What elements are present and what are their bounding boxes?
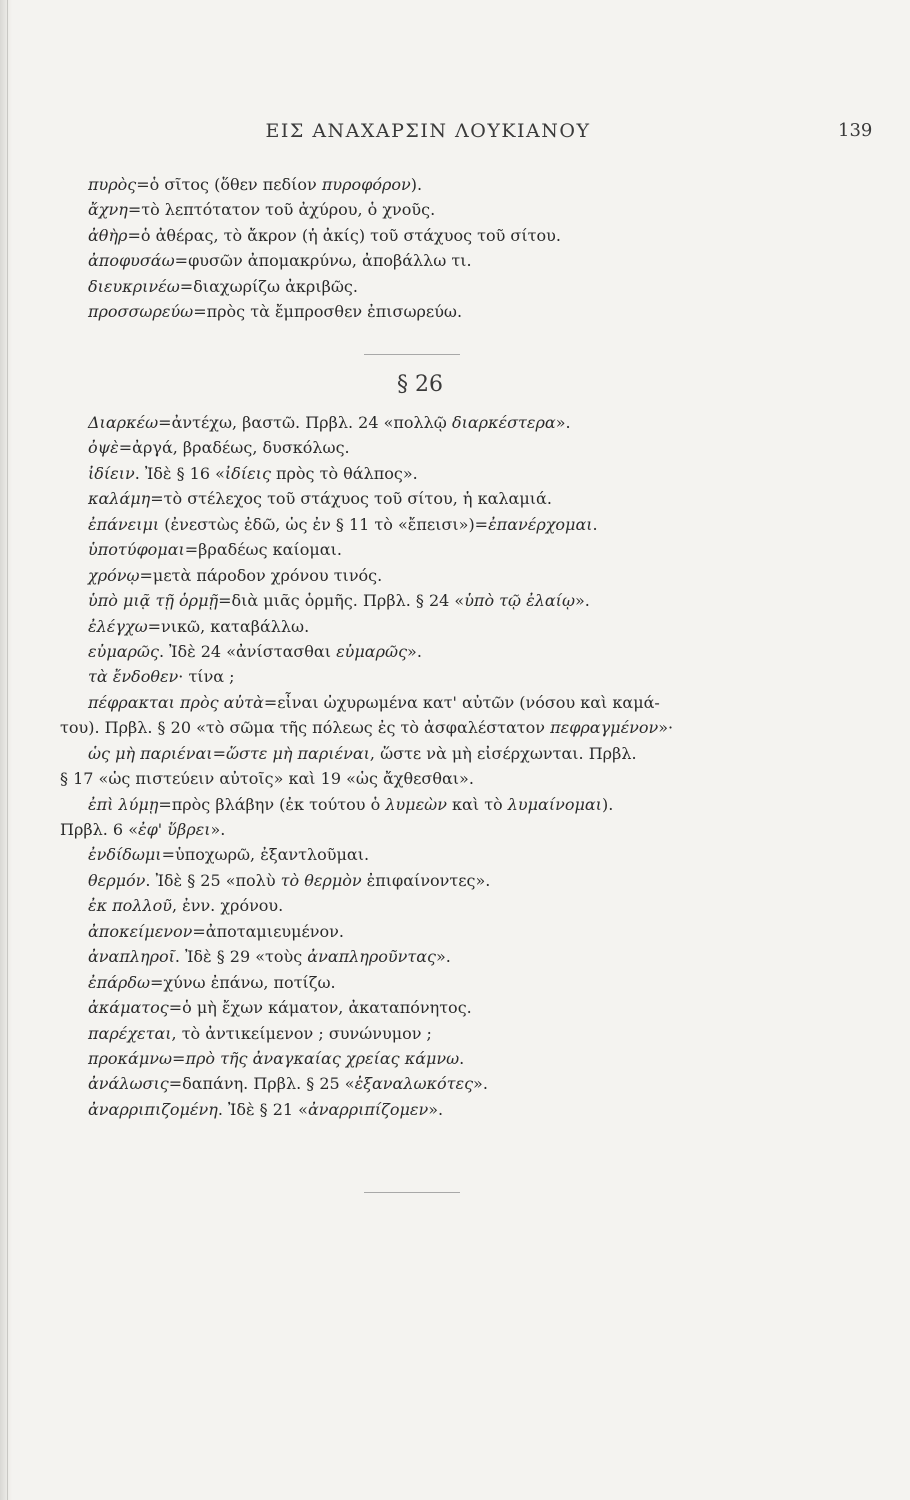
glossary-term: πυροφόρον	[321, 175, 411, 194]
glossary-line	[60, 486, 820, 511]
glossary-line	[60, 766, 820, 791]
glossary-term: παρέχεται	[88, 1023, 172, 1043]
glossary-text: =φυσῶν ἀπομακρύνω, ἀποβάλλω τι.	[174, 251, 472, 271]
glossary-term: ὥστε μὴ παριέναι	[225, 743, 370, 763]
glossary-term: ἐξαναλωκότες	[354, 1074, 474, 1094]
glossary-text: , τὸ ἀντικείμενον ; συνώνυμον ;	[171, 1023, 432, 1043]
glossary-line	[60, 690, 820, 715]
glossary-term: ἀνάλωσις	[88, 1074, 169, 1094]
glossary-text: Πρβλ. 6 «	[60, 820, 138, 839]
glossary-term: τὸ θερμὸν	[280, 870, 362, 890]
glossary-text: =διαχωρίζω ἀκριβῶς.	[179, 276, 358, 296]
glossary-text: =ἀντέχω, βαστῶ. Πρβλ. 24 «πολλῷ	[158, 413, 452, 432]
glossary-line	[60, 435, 820, 460]
glossary-term: ἄχνη	[88, 200, 128, 220]
glossary-line	[60, 274, 820, 299]
glossary-text: § 17 «ὡς πιστεύειν αὐτοῖς» καὶ 19 «ὡς ἄχθεσθαι».	[60, 769, 474, 789]
glossary-term: πέφρακται πρὸς αὐτὰ	[88, 692, 264, 712]
glossary-term: ἀναπληροῖ	[88, 947, 175, 967]
glossary-text: =δαπάνη. Πρβλ. § 25 «	[168, 1074, 355, 1094]
glossary-term: διευκρινέω	[88, 276, 180, 296]
glossary-term: ἐπάρδω	[88, 972, 150, 992]
glossary-line	[60, 970, 820, 995]
glossary-text: ».	[407, 641, 422, 661]
glossary-text: ».	[435, 947, 451, 967]
glossary-term: διαρκέστερα	[451, 413, 556, 432]
glossary-text: =ἀποταμιευμένον.	[192, 921, 344, 941]
glossary-line	[60, 842, 820, 867]
glossary-text: του). Πρβλ. § 20 «τὸ σῶμα τῆς πόλεως ἐς τὸ ἀσφαλέστατον	[60, 718, 551, 738]
glossary-text: . Ἰδὲ § 25 «πολὺ	[145, 870, 281, 890]
glossary-term: ἐφ' ὕβρει	[137, 820, 211, 839]
glossary-text: =ἀργά, βραδέως, δυσκόλως.	[118, 438, 350, 458]
glossary-text: =τὸ στέλεχος τοῦ στάχυος τοῦ σίτου, ἡ καλαμιά.	[150, 489, 552, 509]
glossary-term: Διαρκέω	[88, 413, 159, 432]
glossary-section-1	[60, 172, 820, 325]
glossary-text: =	[172, 1048, 186, 1068]
glossary-term: ὀψὲ	[88, 438, 119, 458]
glossary-text: =εἶναι ὠχυρωμένα κατ' αὐτῶν (νόσου καὶ καμά-	[263, 692, 660, 712]
glossary-term: ἀναρριπίζομεν	[307, 1099, 429, 1119]
glossary-line	[60, 563, 820, 588]
section-heading: § 26	[397, 372, 443, 397]
glossary-term: ἀποκείμενον	[88, 921, 193, 941]
glossary-term: πυρὸς	[88, 175, 137, 194]
glossary-text: . Ἰδὲ § 21 «	[217, 1099, 308, 1119]
glossary-term: ἰδίεις	[224, 463, 271, 483]
glossary-text: ».	[428, 1099, 444, 1119]
glossary-line	[60, 919, 820, 944]
glossary-term: ἀναρριπιζομένη	[88, 1099, 218, 1119]
glossary-text: =χύνω ἐπάνω, ποτίζω.	[150, 972, 336, 992]
glossary-term: ἀκάματος	[88, 998, 169, 1018]
running-title: ΕΙΣ ΑΝΑΧΑΡΣΙΝ ΛΟΥΚΙΑΝΟΥ	[265, 120, 591, 142]
glossary-text: =νικῶ, καταβάλλω.	[147, 616, 310, 636]
glossary-text: ».	[555, 413, 571, 432]
glossary-text: ).	[601, 794, 614, 814]
glossary-line	[60, 461, 820, 486]
glossary-line	[60, 410, 820, 435]
glossary-text: καὶ τὸ	[446, 794, 508, 814]
glossary-text: · τίνα ;	[178, 667, 235, 687]
glossary-text: πρὸς τὸ θάλπος».	[270, 463, 418, 483]
glossary-line	[60, 1046, 820, 1071]
glossary-text: . Ἰδὲ § 29 «τοὺς	[174, 947, 308, 967]
glossary-term: λυμαίνομαι	[507, 794, 602, 814]
glossary-line	[60, 715, 820, 740]
glossary-line	[60, 512, 820, 537]
glossary-text: =μετὰ πάροδον χρόνου τινός.	[139, 565, 383, 585]
glossary-term: ἀθὴρ	[88, 225, 128, 245]
glossary-line	[60, 1071, 820, 1096]
glossary-term: ἐνδίδωμι	[88, 845, 162, 865]
glossary-text: =διὰ μιᾶς ὁρμῆς. Πρβλ. § 24 «	[218, 591, 465, 611]
glossary-line	[60, 741, 820, 766]
glossary-text: , ὥστε νὰ μὴ εἰσέρχωνται. Πρβλ.	[369, 743, 637, 763]
end-divider	[364, 1192, 460, 1193]
glossary-term: ὑπὸ τῷ ἐλαίῳ	[464, 591, 575, 611]
glossary-term: πεφραγμένον	[550, 718, 659, 738]
glossary-text: =τὸ λεπτότατον τοῦ ἀχύρου, ὁ χνοῦς.	[127, 200, 436, 220]
glossary-text: =ὁ σῖτος (ὅθεν πεδίον	[136, 175, 322, 194]
glossary-text: =ὁ μὴ ἔχων κάματον, ἀκαταπόνητος.	[168, 998, 472, 1018]
glossary-line	[60, 197, 820, 222]
glossary-line	[60, 299, 820, 324]
glossary-term: τὰ ἔνδοθεν	[88, 667, 179, 687]
page-binding-edge	[0, 0, 12, 1500]
glossary-text: (ἐνεστὼς ἐδῶ, ὡς ἐν § 11 τὸ «ἔπεισι»)=	[159, 514, 489, 534]
glossary-term: πρὸ τῆς ἀναγκαίας χρείας κάμνω	[185, 1048, 460, 1068]
glossary-text: .	[592, 514, 598, 534]
glossary-term: ὡς μὴ παριέναι	[88, 743, 213, 763]
glossary-term: καλάμη	[88, 489, 151, 509]
glossary-term: ἐπανέρχομαι	[488, 514, 593, 534]
glossary-line	[60, 248, 820, 273]
glossary-term: ἀναπληροῦντας	[307, 947, 436, 967]
glossary-line	[60, 817, 820, 842]
glossary-term: ἐπὶ λύμῃ	[88, 794, 159, 814]
glossary-term: λυμεὼν	[385, 794, 447, 814]
glossary-term: εὐμαρῶς	[336, 641, 408, 661]
glossary-line	[60, 664, 820, 689]
glossary-term: εὐμαρῶς	[88, 641, 159, 661]
glossary-text: =βραδέως καίομαι.	[184, 540, 342, 560]
glossary-line	[60, 893, 820, 918]
glossary-term: ὑποτύφομαι	[88, 540, 185, 560]
glossary-term: ἀποφυσάω	[88, 251, 175, 271]
glossary-line	[60, 588, 820, 613]
glossary-line	[60, 537, 820, 562]
glossary-text: »·	[658, 718, 674, 738]
glossary-text: . Ἰδὲ § 16 «	[134, 463, 225, 483]
glossary-text: , ἐνν. χρόνου.	[171, 896, 284, 916]
glossary-text: ».	[575, 591, 590, 611]
glossary-text: =ὑποχωρῶ, ἐξαντλοῦμαι.	[161, 845, 370, 865]
glossary-line	[60, 792, 820, 817]
glossary-text: ».	[473, 1074, 488, 1094]
glossary-line	[60, 223, 820, 248]
glossary-text: ἐπιφαίνοντες».	[361, 870, 491, 890]
page-number: 139	[838, 120, 873, 141]
glossary-term: προσσωρεύω	[88, 302, 194, 322]
glossary-text: =πρὸς τὰ ἔμπροσθεν ἐπισωρεύω.	[193, 302, 463, 322]
glossary-text: ).	[410, 175, 423, 194]
glossary-line	[60, 1021, 820, 1046]
glossary-term: ἰδίειν	[88, 463, 135, 483]
glossary-section-2	[60, 410, 820, 1122]
glossary-term: χρόνῳ	[88, 565, 140, 585]
glossary-line	[60, 944, 820, 969]
glossary-text: ».	[210, 820, 226, 839]
glossary-line	[60, 639, 820, 664]
binding-line	[7, 0, 8, 1500]
glossary-text: =	[212, 743, 226, 763]
glossary-term: προκάμνω	[88, 1048, 173, 1068]
glossary-term: ἐπάνειμι	[88, 514, 160, 534]
glossary-line	[60, 1097, 820, 1122]
glossary-term: θερμόν	[88, 870, 146, 890]
glossary-line	[60, 868, 820, 893]
glossary-term: ὑπὸ μιᾷ τῇ ὁρμῇ	[88, 591, 219, 611]
page-header	[0, 120, 910, 150]
section-divider	[364, 354, 460, 355]
glossary-text: =πρὸς βλάβην (ἐκ τούτου ὁ	[158, 794, 386, 814]
glossary-term: ἐλέγχω	[88, 616, 148, 636]
glossary-line	[60, 614, 820, 639]
glossary-term: ἐκ πολλοῦ	[88, 896, 172, 916]
glossary-text: .	[459, 1048, 465, 1068]
glossary-line	[60, 172, 820, 197]
glossary-line	[60, 995, 820, 1020]
glossary-text: . Ἰδὲ 24 «ἀνίστασθαι	[158, 641, 337, 661]
glossary-text: =ὁ ἀθέρας, τὸ ἄκρον (ἡ ἀκίς) τοῦ στάχυος τοῦ σίτου.	[127, 225, 561, 245]
